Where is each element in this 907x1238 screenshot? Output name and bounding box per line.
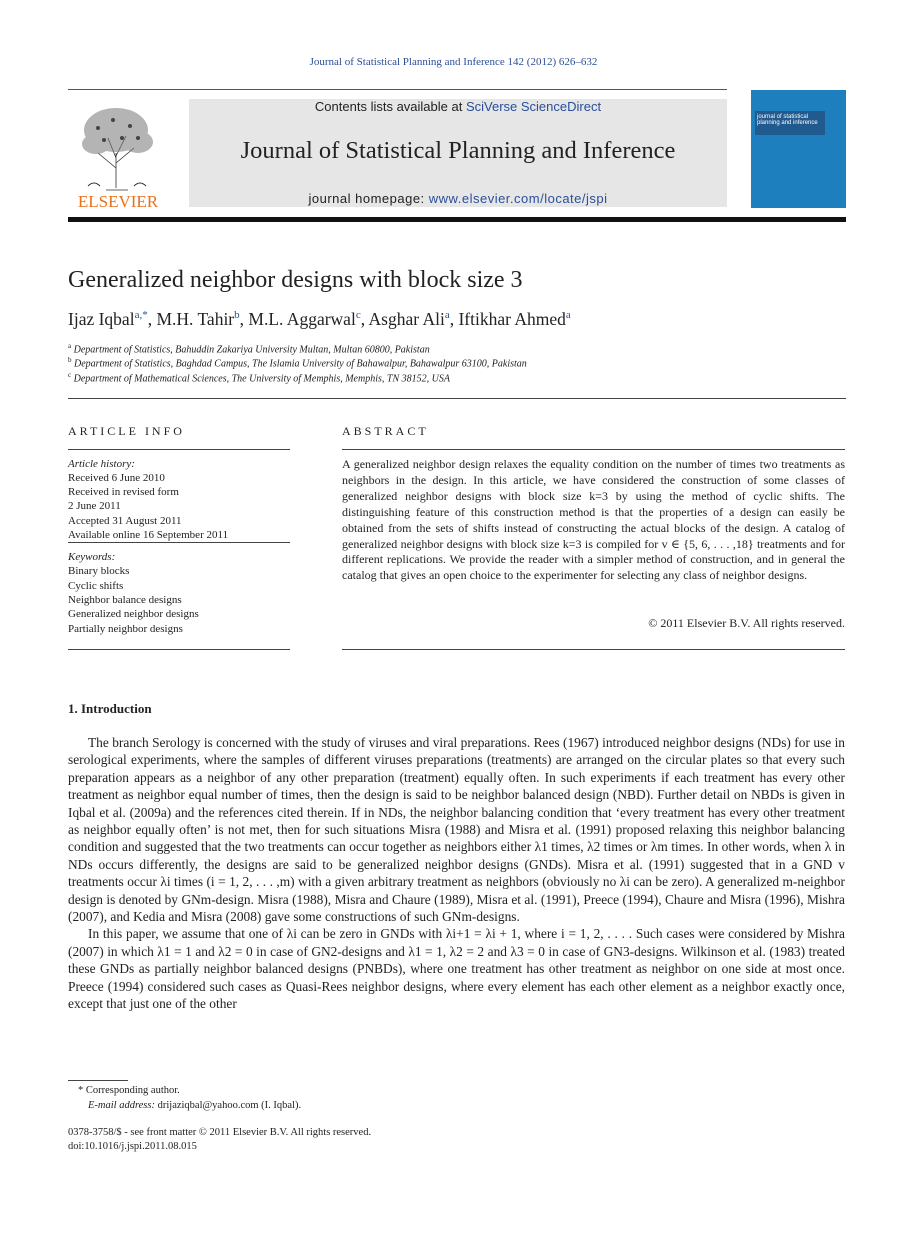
contents-prefix: Contents lists available at	[314, 99, 466, 114]
email-address[interactable]: drijaziqbal@yahoo.com (I. Iqbal).	[157, 1100, 302, 1111]
contents-availability	[189, 99, 727, 114]
issn-line: 0378-3758/$ - see front matter © 2011 Elsevier B.V. All rights reserved.	[68, 1127, 372, 1138]
section-separator	[68, 398, 846, 399]
history-item: 2 June 2011	[68, 500, 121, 512]
elsevier-logo	[68, 98, 168, 210]
affiliation-text: Department of Statistics, Bahuddin Zakariya University Multan, Multan 60800, Pakistan	[73, 344, 430, 356]
history-item: Accepted 31 August 2011	[68, 515, 182, 527]
affiliation-text: Department of Mathematical Sciences, The University of Memphis, Memphis, TN 38152, USA	[73, 373, 450, 385]
paragraph: The branch Serology is concerned with the study of viruses and viral preparations. Rees (1967) introduced neighbor designs (NDs) for use in serological experiments, where the samples of different viruses preparations (treatments) are arranged on the circular plates so that every such preparation appears as a neighbor of any other preparation (treatment) equally often. In such experiments if each treatment has every other treatment as neighbor equal number of times, then the design is said to be neighbor balanced design (NBD). Further detail on NBDs is given in Iqbal et al. (2009a) and the references cited therein. If in NDs, the neighbor balancing condition that ‘every treatment has every other treatment as neighbor equally often’ is not met, then for such situations Misra (1988) and Misra et al. (1991) proposed relaxing this neighbor balancing condition and suggested that the two treatments can occur together as neighbors either λ1 times, λ2 times or λm times. In other words, when λ in NDs occurs differently, the designs are said to be generalized neighbor designs (GNDs). Misra et al. (1991) suggested that in a GND v treatments occur λi times (i = 1, 2, . . . ,m) with a given arbitrary treatment as neighbors (obviously no λi can be zero). A generalized m-neighbor design is denoted by GNm-design. Misra (1988), Misra and Chaure (1989), Misra et al. (1991), Preece (1994), Chaure and Misra (1996), Mishra (2007), and Kedia and Misra (2008) gave some constructions of such GNm-designs.	[68, 735, 845, 925]
author-list: Ijaz Iqbal$^{a,*}$, M.H. Tahir$^b$, M.L. Aggarwal$^c$, Asghar Ali$^a$, Iftikhar Ahmed$^a$	[68, 309, 571, 329]
author-affil-marker[interactable]: b	[234, 309, 240, 322]
email-label: E-mail address:	[88, 1100, 155, 1111]
abstract-rule	[342, 449, 845, 450]
info-rule	[68, 449, 290, 450]
keywords-label: Keywords:	[68, 551, 116, 563]
introduction-body	[68, 734, 845, 1013]
author-name[interactable]: Ijaz Iqbal	[68, 309, 135, 329]
footnote-rule	[68, 1080, 128, 1081]
sciencedirect-link[interactable]: SciVerse ScienceDirect	[465, 99, 602, 114]
keyword: Binary blocks	[68, 565, 130, 577]
elsevier-wordmark: ELSEVIER	[77, 192, 159, 210]
affiliation	[68, 342, 430, 355]
header-thick-rule	[68, 217, 846, 222]
paragraph: In this paper, we assume that one of λi can be zero in GNDs with λi+1 = λi + 1, where i = 1, 2, . . . . Such cases were considered by Mishra (2007) in which λ1 = 1 and λ2 = 0 in case of GN2-designs and λ1 = 1, λ2 = 2 and λ3 = 0 in case of GN3-designs. Wilkinson et al. (1983) treated these GNDs as partially neighbor balanced designs (PNBDs), where one treatment has other treatment as neighbor on one side at most once. Preece (1994) considered such cases as Quasi-Rees neighbor designs, where every element has each other element as a neighbor exactly once, except that just one of the other	[68, 926, 845, 1012]
email-note	[88, 1100, 301, 1111]
affiliation-marker: b	[68, 356, 72, 364]
affiliation	[68, 356, 527, 369]
author-name[interactable]: Iftikhar Ahmed	[458, 309, 566, 329]
abstract-rule	[342, 649, 845, 650]
article-info-heading: ARTICLE INFO	[68, 424, 185, 438]
affiliation-marker: a	[68, 342, 72, 350]
keyword: Cyclic shifts	[68, 580, 124, 592]
author-name[interactable]: Asghar Ali	[368, 309, 445, 329]
abstract-copyright: © 2011 Elsevier B.V. All rights reserved.	[648, 616, 845, 630]
tree-logo-icon	[68, 98, 168, 210]
header-rule	[68, 89, 727, 90]
info-rule	[68, 649, 290, 650]
history-item: Received 6 June 2010	[68, 472, 165, 484]
history-item: Received in revised form	[68, 486, 179, 498]
affiliation	[68, 371, 450, 384]
history-item: Available online 16 September 2011	[68, 529, 229, 541]
abstract-text: A generalized neighbor design relaxes the equality condition on the number of times two treatments as neighbors in the design. In this article, we have considered the construction of some classes of generalized neighbor designs with block size k=3 by using the method of cyclic shifts. The distinguishing feature of this construction method is that the properties of a design can easily be obtained from the sets of shifts instead of constructing the actual blocks of the design. A catalog of generalized neighbor designs with block size k=3 is compiled for v ∈ {5, 6, . . . ,18} treatments and for different replications. We provide the reader with a simpler method of construction, and in general the catalog that gives an open choice to the experimenter for selecting any class of neighbor designs.	[342, 457, 845, 583]
affiliation-text: Department of Statistics, Baghdad Campus, The Islamia University of Bahawalpur, Bahawalpur 63100, Pakistan	[74, 358, 527, 370]
cover-title: journal of statistical planning and inference	[757, 114, 818, 126]
article-title: Generalized neighbor designs with block size 3	[68, 267, 523, 293]
journal-cover	[751, 90, 846, 208]
keyword: Generalized neighbor designs	[68, 608, 199, 620]
journal-title: Journal of Statistical Planning and Inference	[240, 137, 676, 164]
abstract-heading: ABSTRACT	[342, 424, 429, 438]
author-affil-marker[interactable]: a	[565, 309, 571, 322]
history-label: Article history:	[68, 458, 135, 470]
doi-line[interactable]: doi:10.1016/j.jspi.2011.08.015	[68, 1141, 197, 1152]
affiliation-marker: c	[68, 371, 72, 379]
journal-homepage	[189, 191, 727, 206]
journal-citation[interactable]: Journal of Statistical Planning and Inference 142 (2012) 626–632	[309, 56, 598, 68]
keyword: Partially neighbor designs	[68, 623, 183, 635]
homepage-link[interactable]: www.elsevier.com/locate/jspi	[428, 191, 608, 206]
corresponding-note: * Corresponding author.	[78, 1085, 180, 1096]
author-affil-marker[interactable]: a	[444, 309, 450, 322]
author-name[interactable]: M.L. Aggarwal	[248, 309, 356, 329]
keyword: Neighbor balance designs	[68, 594, 182, 606]
author-name[interactable]: M.H. Tahir	[156, 309, 235, 329]
homepage-prefix: journal homepage:	[308, 191, 429, 206]
author-affil-marker[interactable]: c	[355, 309, 361, 322]
info-rule	[68, 542, 290, 543]
introduction-heading: 1. Introduction	[68, 701, 152, 716]
author-affil-marker[interactable]: a,*	[134, 309, 148, 322]
